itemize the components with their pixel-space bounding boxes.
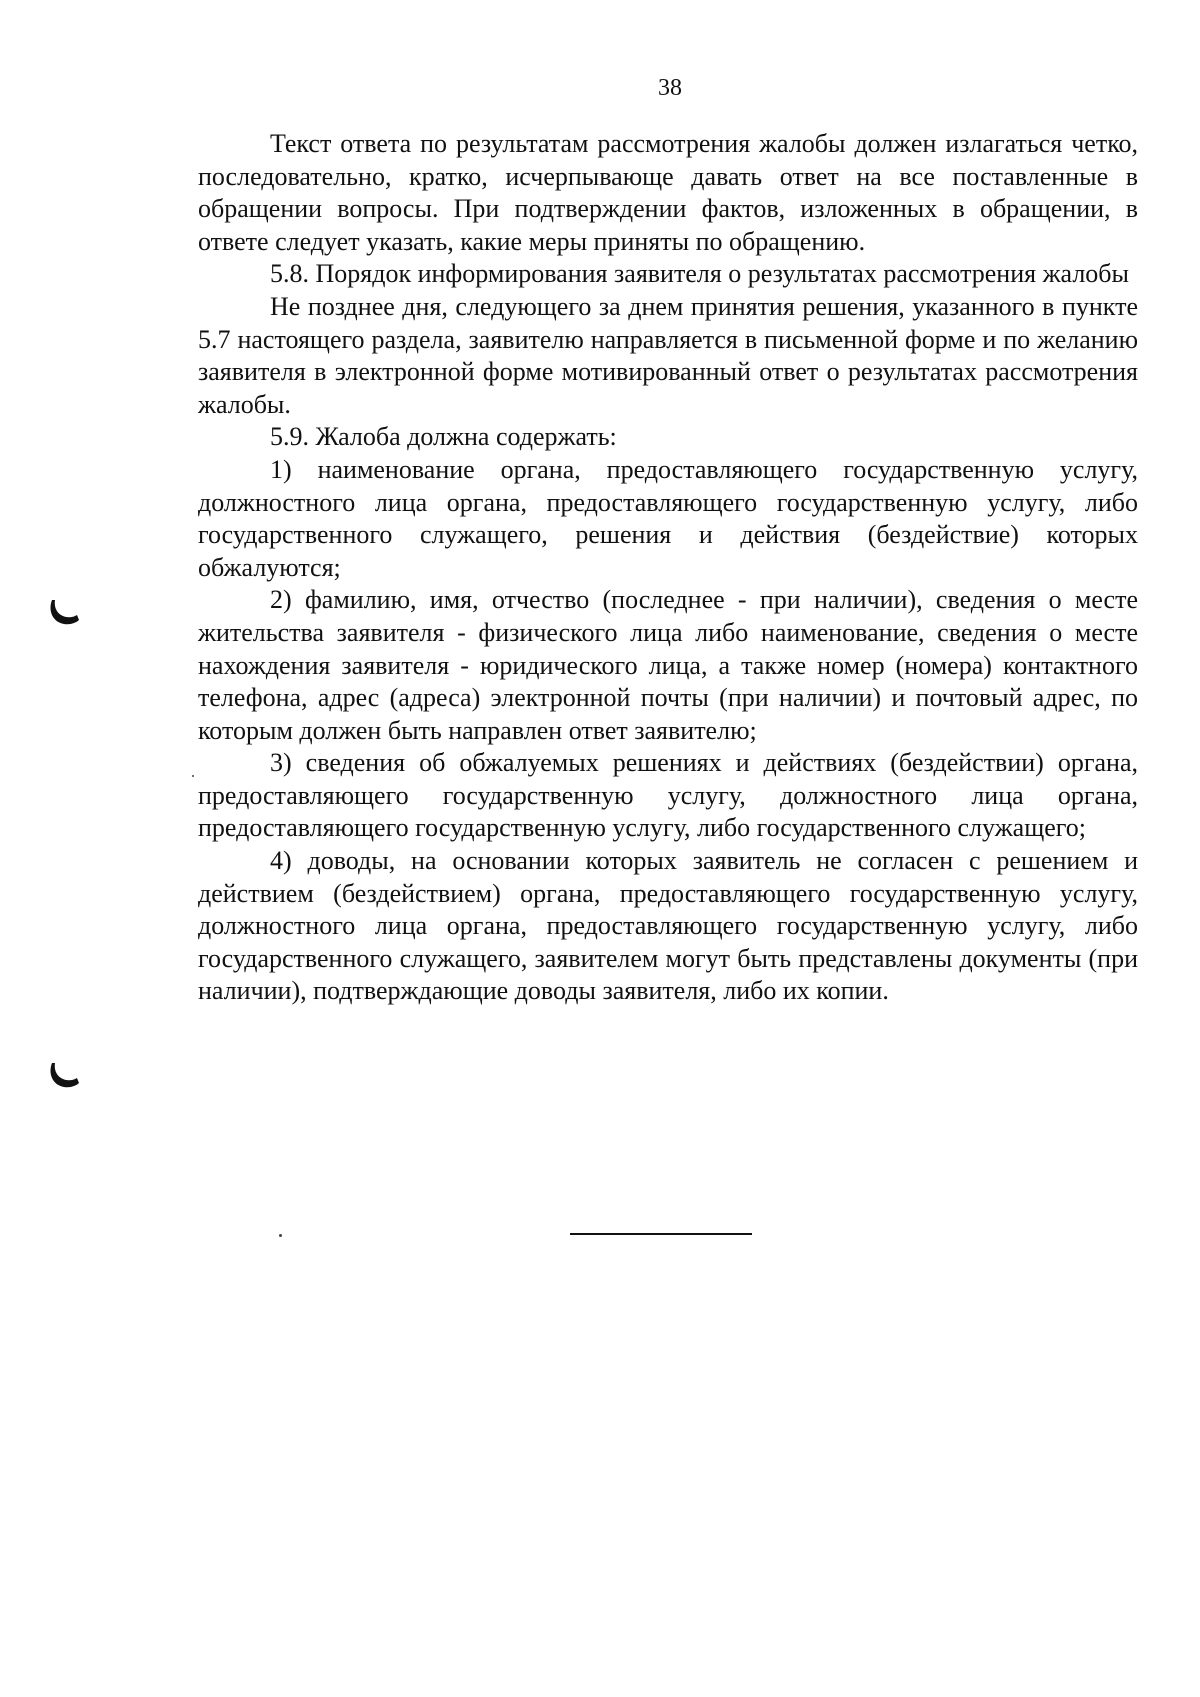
list-item-3: 3) сведения об обжалуемых решениях и действиях (бездействии) органа, предоставляющего государственную услугу, должностного лица органа, предоставляющего государственную услугу, либо государственного служащего; [198, 748, 1138, 843]
punch-hole-mark-icon [46, 1059, 80, 1093]
list-item-2: 2) фамилию, имя, отчество (последнее - при наличии), сведения о месте жительства заявителя - физического лица либо наименование, сведения о месте нахождения заявителя - юридического лица, а также номер (номера) контактного телефона, адрес (адреса) электронной почты (при наличии) и почтовый адрес, по которым должен быть направлен ответ заявителю; [198, 585, 1138, 745]
paragraph-notification-deadline: Не позднее дня, следующего за днем принятия решения, указанного в пункте 5.7 настоящего раздела, заявителю направляется в письменной форме и по желанию заявителя в электронной форме мотивированный ответ о результатах рассмотрения жалобы. [198, 291, 1138, 419]
document-body [198, 128, 1138, 1008]
punch-hole-mark-icon [46, 596, 80, 630]
end-of-text-rule [570, 1233, 752, 1235]
paragraph-response-text: Текст ответа по результатам рассмотрения жалобы должен излагаться четко, последовательно, кратко, исчерпывающе давать ответ на все поставленные в обращении вопросы. При подтверждении фактов, изложенных в обращении, в ответе следует указать, какие меры приняты по обращению. [198, 129, 1138, 256]
paragraph-section-5-9: 5.9. Жалоба должна содержать: [270, 422, 617, 452]
list-item-4: 4) доводы, на основании которых заявитель не согласен с решением и действием (бездействием) органа, предоставляющего государственную услугу, должностного лица органа, предоставляющего государственную услугу, либо государственного служащего, заявителем могут быть представлены документы (при наличии), подтверждающие доводы заявителя, либо их копии. [198, 846, 1138, 1006]
list-item-1: 1) наименование органа, предоставляющего государственную услугу, должностного лица органа, предоставляющего государственную услугу, либо государственного служащего, решения и действия (бездействие) которых обжалуются; [198, 454, 1138, 582]
paragraph-section-5-8: 5.8. Порядок информирования заявителя о результатах рассмотрения жалобы [270, 259, 1129, 289]
scan-speck [192, 775, 194, 777]
scan-speck [279, 1234, 282, 1237]
page-number: 38 [658, 75, 682, 101]
